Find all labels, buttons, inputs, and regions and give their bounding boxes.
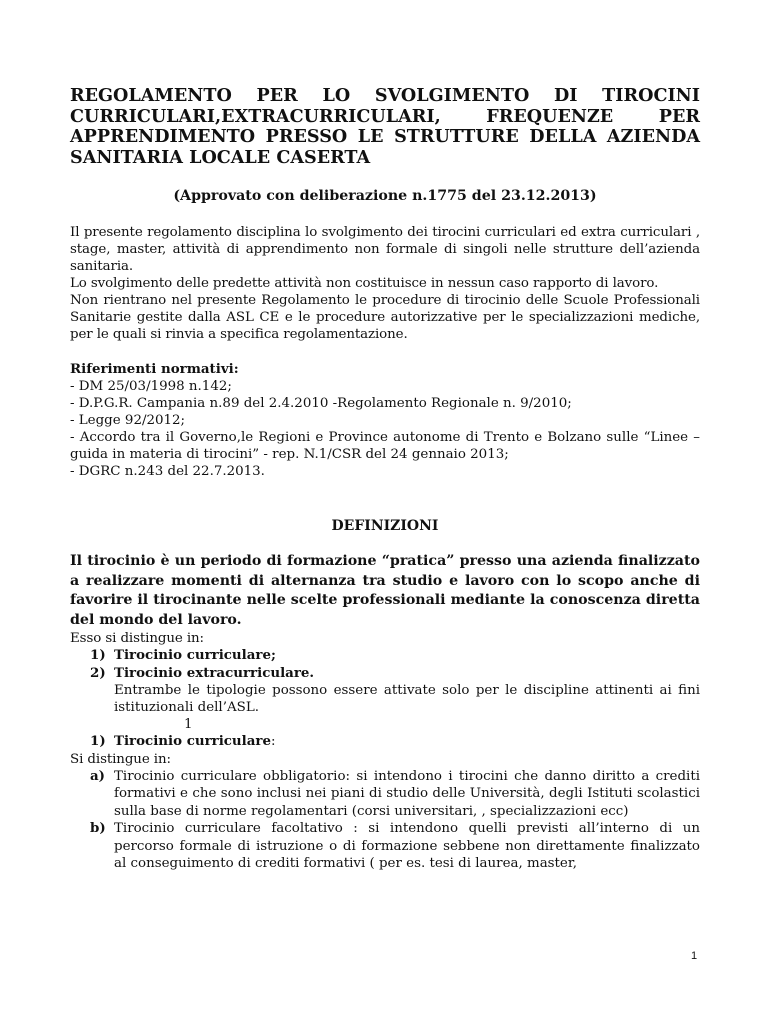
approval-note: (Approvato con deliberazione n.1775 del 23.12.2013) xyxy=(173,188,597,204)
reference-item: - Accordo tra il Governo,le Regioni e Province autonome di Trento e Bolzano sulle “Linee – guida in materia di tirocini” - rep. N.1/CSR del 24 gennaio 2013; xyxy=(70,430,700,462)
subtype-item: a) Tirocinio curriculare obbligatorio: si intendono i tirocini che danno diritto a crediti formativi e che sono inclusi nei piani di studio delle Università, degli Istituti scolastici sulla base di norme regolamentari (corsi universitari, , specializzazioni ecc) xyxy=(90,767,700,819)
intro-paragraph: Non rientrano nel presente Regolamento le procedure di tirocinio delle Scuole Professionali Sanitarie gestite dalla ASL CE e le procedure autorizzative per le specializzazioni mediche, per le quali si rinvia a specifica regolamentazione. xyxy=(70,293,700,342)
curricular-heading: 1) Tirocinio curriculare: xyxy=(90,733,276,749)
inline-page-number: 1 xyxy=(184,717,193,732)
references-section xyxy=(70,361,700,480)
types-note: Entrambe le tipologie possono essere attivate solo per le discipline attinenti ai fini istituzionali dell’ASL. xyxy=(114,683,700,715)
page-number: 1 xyxy=(691,950,698,962)
intro-paragraph: Lo svolgimento delle predette attività non costituisce in nessun caso rapporto di lavoro. xyxy=(70,276,659,291)
intro-section xyxy=(70,224,700,343)
document-page xyxy=(70,86,700,873)
document-title: REGOLAMENTO PER LO SVOLGIMENTO DI TIROCINI CURRICULARI,EXTRACURRICULARI, FREQUENZE PER APPRENDIMENTO PRESSO LE STRUTTURE DELLA AZIENDA SANITARIA LOCALE CASERTA xyxy=(70,85,700,168)
definitions-title: DEFINIZIONI xyxy=(331,518,439,534)
definitions-lead: Il tirocinio è un periodo di formazione “pratica” presso una azienda finalizzato a realizzare momenti di alternanza tra studio e lavoro con lo scopo anche di favorire il tirocinante nelle scelte professionali mediante la conoscenza diretta del mondo del lavoro. xyxy=(70,553,700,628)
subtype-item: b) Tirocinio curriculare facoltativo : si intendono quelli previsti all’interno di un percorso formale di istruzione o di formazione sebbene non direttamente finalizzato al conseguimento di crediti formativi ( per es. tesi di laurea, master, xyxy=(90,820,700,871)
type-item: 1) Tirocinio curriculare; xyxy=(90,647,276,663)
type-item: 2) Tirocinio extracurriculare. xyxy=(90,664,315,681)
distinguish-text: Esso si distingue in: xyxy=(70,631,204,646)
reference-item: - D.P.G.R. Campania n.89 del 2.4.2010 -Regolamento Regionale n. 9/2010; xyxy=(70,396,572,411)
distinguish-text-2: Si distingue in: xyxy=(70,751,171,767)
reference-item: - DM 25/03/1998 n.142; xyxy=(70,379,232,394)
reference-item: - DGRC n.243 del 22.7.2013. xyxy=(70,464,265,479)
references-title: Riferimenti normativi: xyxy=(70,361,239,377)
reference-item: - Legge 92/2012; xyxy=(70,413,186,428)
intro-paragraph: Il presente regolamento disciplina lo svolgimento dei tirocini curriculari ed extra curriculari , stage, master, attività di apprendimento non formale di singoli nelle strutture dell’azienda sanitaria. xyxy=(70,225,700,274)
